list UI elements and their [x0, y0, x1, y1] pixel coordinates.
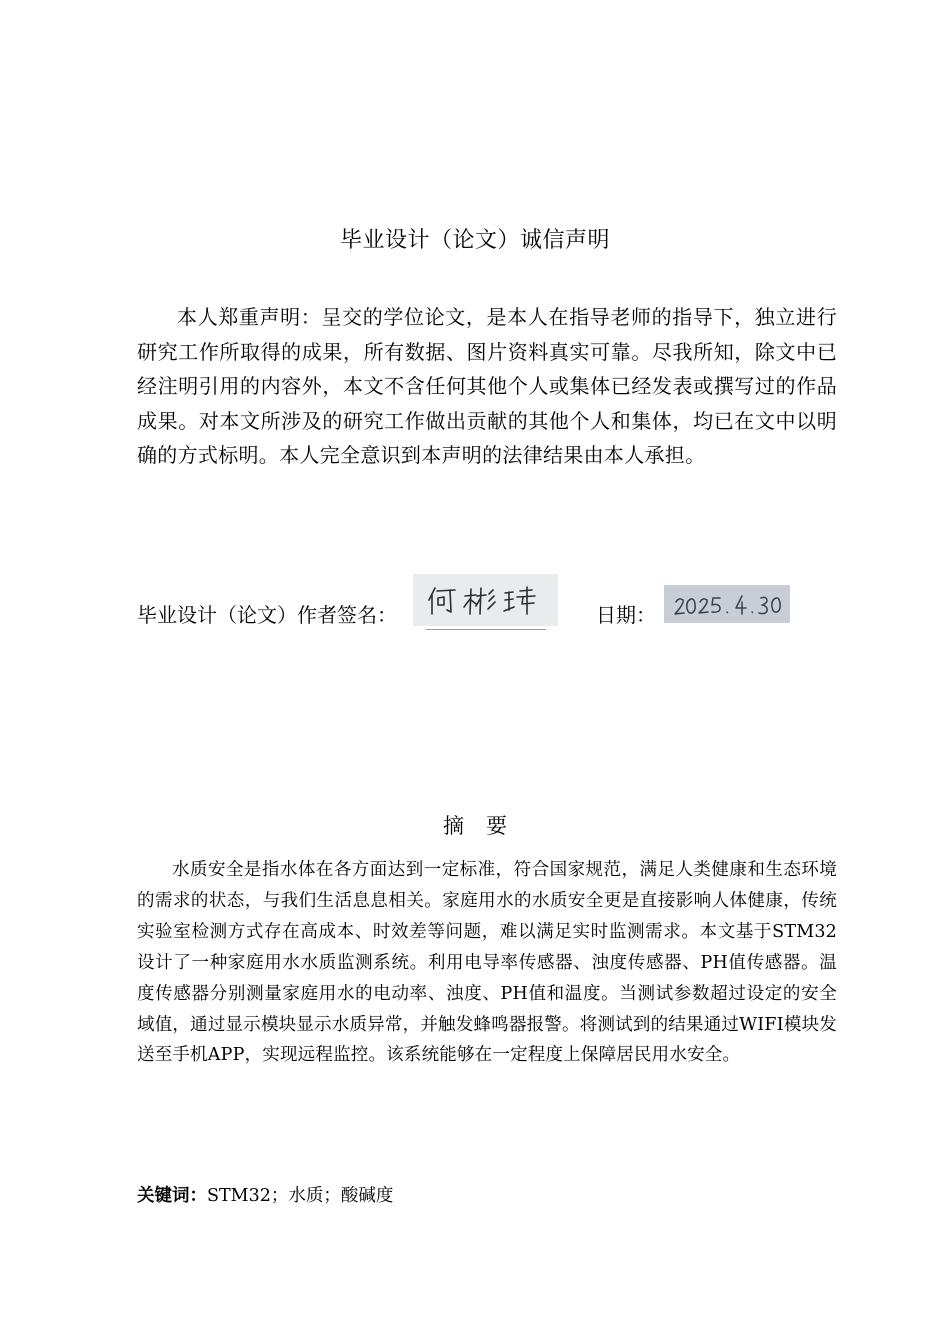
handwritten-signature — [413, 574, 558, 626]
signature-label: 毕业设计（论文）作者签名： — [137, 603, 397, 627]
signature-row — [137, 568, 837, 638]
signature-underline — [426, 629, 546, 630]
keywords-value: STM32；水质；酸碱度 — [207, 1186, 394, 1206]
abstract-title-char: 摘 — [443, 814, 464, 838]
date-image — [664, 585, 790, 623]
signature-image — [413, 574, 558, 626]
abstract-title-char: 要 — [486, 814, 507, 838]
handwritten-date — [664, 585, 790, 623]
abstract-title — [0, 812, 950, 840]
date-label: 日期： — [596, 603, 656, 627]
declaration-title: 毕业设计（论文）诚信声明 — [339, 228, 610, 253]
declaration-body: 本人郑重声明：呈交的学位论文，是本人在指导老师的指导下，独立进行研究工作所取得的成果，所有数据、图片资料真实可靠。尽我所知，除文中已经注明引用的内容外，本文不含任何其他个人或集体已经发表或撰写过的作品成果。对本文所涉及的研究工作做出贡献的其他个人和集体，均已在文中以明确的方式标明。本人完全意识到本声明的法律结果由本人承担。 — [137, 305, 837, 467]
abstract-body: 水质安全是指水体在各方面达到一定标准，符合国家规范，满足人类健康和生态环境的需求的状态，与我们生活息息相关。家庭用水的水质安全更是直接影响人体健康，传统实验室检测方式存在高成本、时效差等问题，难以满足实时监测需求。本文基于STM32设计了一种家庭用水水质监测系统。利用电导率传感器、浊度传感器、PH值传感器。温度传感器分别测量家庭用水的电动率、浊度、PH值和温度。当测试参数超过设定的安全域值，通过显示模块显示水质异常，并触发蜂鸣器报警。将测试到的结果通过WIFI模块发送至手机APP，实现远程监控。该系统能够在一定程度上保障居民用水安全。 — [137, 860, 837, 1066]
keywords-label: 关键词： — [137, 1186, 207, 1206]
keywords-line — [137, 1182, 393, 1210]
